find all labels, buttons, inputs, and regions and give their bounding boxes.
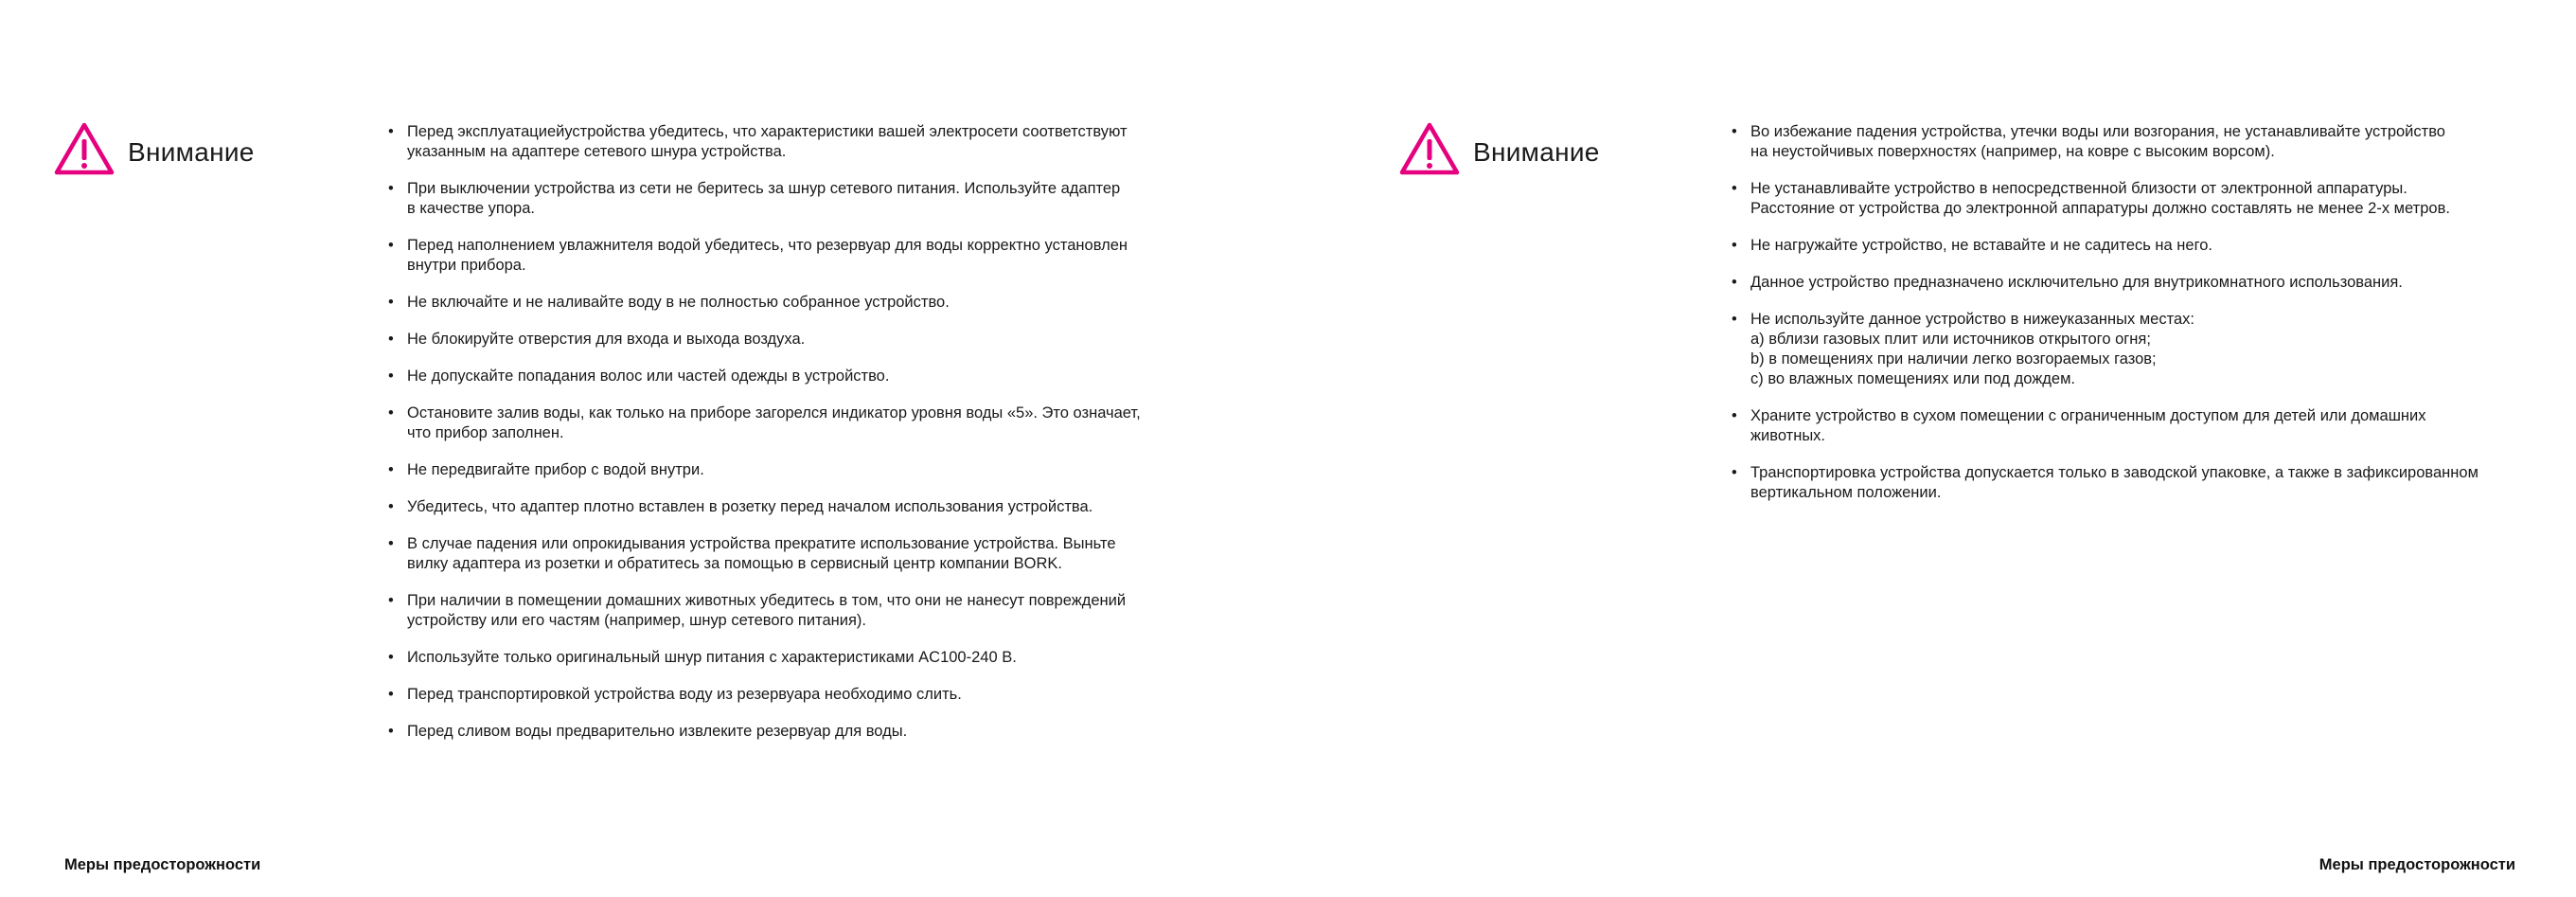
list-item: • Используйте только оригинальный шнур питания с характеристиками AC100-240 В. bbox=[388, 648, 1193, 668]
page-right bbox=[1288, 0, 2576, 897]
list-item: • Не допускайте попадания волос или частей одежды в устройство. bbox=[388, 367, 1193, 386]
warning-triangle-icon bbox=[1398, 121, 1461, 176]
list-item: • Не передвигайте прибор с водой внутри. bbox=[388, 460, 1193, 480]
list-item: • Перед транспортировкой устройства воду из резервуара необходимо слить. bbox=[388, 685, 1193, 705]
list-item: • Данное устройство предназначено исключительно для внутрикомнатного использования. bbox=[1732, 273, 2546, 293]
list-item: • Перед сливом воды предварительно извлеките резервуар для воды. bbox=[388, 722, 1193, 742]
list-item: • Не используйте данное устройство в нижеуказанных местах: a) вблизи газовых плит или источников открытого огня; b) в помещениях при наличии легко возгораемых газов; c) во влажных помещениях или под дождем. bbox=[1732, 310, 2546, 389]
warning-triangle-icon bbox=[53, 121, 115, 176]
warning-list bbox=[1732, 122, 2546, 520]
list-item: • Храните устройство в сухом помещении с ограниченным доступом для детей или домашних животных. bbox=[1732, 406, 2546, 446]
list-item: • Во избежание падения устройства, утечки воды или возгорания, не устанавливайте устройство на неустойчивых поверхностях (например, на ковре с высоким ворсом). bbox=[1732, 122, 2546, 162]
page-footer: Меры предосторожности bbox=[64, 856, 261, 873]
list-item: • Перед эксплуатациейустройства убедитесь, что характеристики вашей электросети соответствуют указанным на адаптере сетевого шнура устройства. bbox=[388, 122, 1193, 162]
list-item: • Не нагружайте устройство, не вставайте и не садитесь на него. bbox=[1732, 236, 2546, 256]
warning-title: Внимание bbox=[128, 137, 255, 167]
list-item: • Не устанавливайте устройство в непосредственной близости от электронной аппаратуры. Расстояние от устройства до электронной аппаратуры должно составлять не менее 2-х метров. bbox=[1732, 179, 2546, 219]
list-item: • Не блокируйте отверстия для входа и выхода воздуха. bbox=[388, 330, 1193, 350]
page-footer: Меры предосторожности bbox=[2318, 856, 2515, 873]
warning-heading bbox=[1398, 121, 1600, 176]
warning-title: Внимание bbox=[1473, 137, 1600, 167]
list-item: • Транспортировка устройства допускается только в заводской упаковке, а также в зафиксированном вертикальном положении. bbox=[1732, 463, 2546, 503]
list-item: • При наличии в помещении домашних животных убедитесь в том, что они не нанесут повреждений устройству или его частям (например, шнур сетевого питания). bbox=[388, 591, 1193, 631]
list-item: • Убедитесь, что адаптер плотно вставлен в розетку перед началом использования устройства. bbox=[388, 497, 1193, 517]
list-item: • Не включайте и не наливайте воду в не полностью собранное устройство. bbox=[388, 293, 1193, 313]
warning-list bbox=[388, 122, 1193, 759]
warning-heading bbox=[53, 121, 255, 176]
list-item: • Перед наполнением увлажнителя водой убедитесь, что резервуар для воды корректно установлен внутри прибора. bbox=[388, 236, 1193, 276]
list-item: • Остановите залив воды, как только на приборе загорелся индикатор уровня воды «5». Это означает, что прибор заполнен. bbox=[388, 404, 1193, 443]
list-item: • При выключении устройства из сети не беритесь за шнур сетевого питания. Используйте адаптер в качестве упора. bbox=[388, 179, 1193, 219]
list-item: • В случае падения или опрокидывания устройства прекратите использование устройства. Выньте вилку адаптера из розетки и обратитесь за помощью в сервисный центр компании BORK. bbox=[388, 534, 1193, 574]
